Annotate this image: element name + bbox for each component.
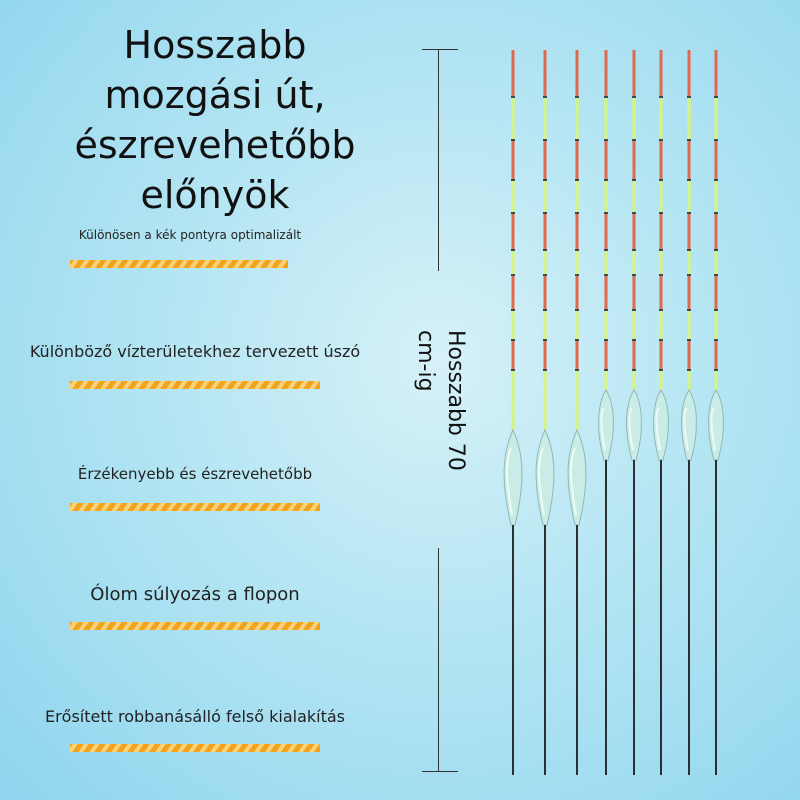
fishing-float-icon — [627, 50, 642, 775]
headline-line-2: mozgási út, — [104, 73, 326, 117]
feature-1: Különböző vízterületekhez tervezett úszó — [29, 342, 361, 361]
fishing-float-icon — [599, 50, 614, 775]
length-label-line-2: cm-ig — [413, 330, 438, 392]
feature-3: Ólom súlyozás a flopon — [90, 584, 300, 605]
fishing-float-icon — [682, 50, 697, 775]
feature-2: Érzékenyebb és észrevehetőbb — [77, 465, 313, 483]
subtitle: Különösen a kék pontyra optimalizált — [78, 228, 302, 242]
fishing-float-icon — [709, 50, 724, 775]
fishing-float-icon — [536, 50, 554, 775]
length-label-line-1: Hosszabb 70 — [443, 330, 468, 471]
headline-line-1: Hosszabb — [123, 23, 307, 67]
fishing-float-icon — [568, 50, 586, 775]
feature-4: Erősített robbanásálló felső kialakítás — [44, 707, 345, 726]
headline-line-4: előnyök — [140, 173, 290, 217]
fishing-float-icon — [504, 50, 522, 775]
headline-line-3: észrevehetőbb — [74, 123, 356, 167]
fishing-float-icon — [654, 50, 669, 775]
